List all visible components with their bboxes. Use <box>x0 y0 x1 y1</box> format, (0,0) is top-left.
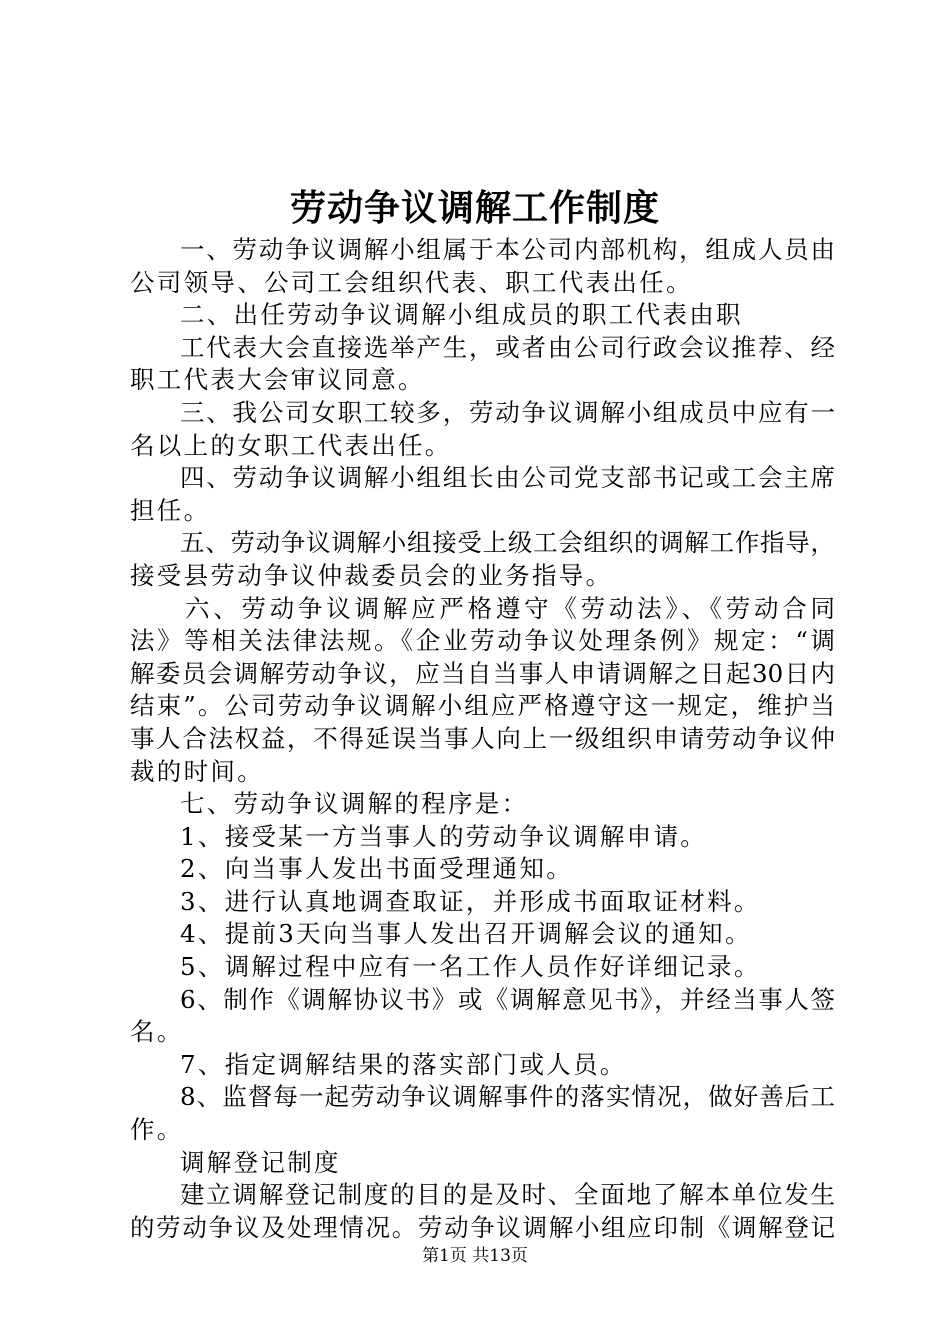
text-line: 五、劳动争议调解小组接受上级工会组织的调解工作指导， <box>180 528 835 558</box>
document-title: 劳动争议调解工作制度 <box>289 188 660 229</box>
text-line: 4、提前3天向当事人发出召开调解会议的通知。 <box>180 919 752 949</box>
text-line: 结束”。公司劳动争议调解小组应严格遵守这一规定，维护当 <box>130 691 835 721</box>
text-line: 四、劳动争议调解小组组长由公司党支部书记或工会主席 <box>180 463 835 493</box>
text-line: 三、我公司女职工较多，劳动争议调解小组成员中应有一 <box>180 397 835 427</box>
text-line: 担任。 <box>130 495 211 525</box>
text-line: 1、接受某一方当事人的劳动争议调解申请。 <box>180 821 708 851</box>
text-line: 8、监督每一起劳动争议调解事件的落实情况，做好善后工 <box>180 1082 835 1112</box>
text-line: 裁的时间。 <box>130 756 264 786</box>
text-line: 六、劳动争议调解应严格遵守《劳动法》、《劳动合同 <box>185 593 835 623</box>
text-line: 建立调解登记制度的目的是及时、全面地了解本单位发生 <box>180 1180 835 1210</box>
text-line: 接受县劳动争议仲裁委员会的业务指导。 <box>130 560 613 590</box>
text-line: 法》等相关法律法规。《企业劳动争议处理条例》规定：“调 <box>130 626 835 656</box>
text-line: 公司领导、公司工会组织代表、职工代表出任。 <box>130 267 693 297</box>
text-line: 事人合法权益，不得延误当事人向上一级组织申请劳动争议仲 <box>130 723 835 753</box>
text-line: 作。 <box>130 1115 184 1145</box>
text-line: 七、劳动争议调解的程序是： <box>180 789 529 819</box>
text-line: 解委员会调解劳动争议，应当自当事人申请调解之日起30日内 <box>130 658 835 688</box>
text-line: 2、向当事人发出书面受理通知。 <box>180 854 574 884</box>
text-line: 7、指定调解结果的落实部门或人员。 <box>180 1049 627 1079</box>
text-line: 3、进行认真地调查取证，并形成书面取证材料。 <box>180 886 761 916</box>
text-line: 工代表大会直接选举产生，或者由公司行政会议推荐、经 <box>180 332 835 362</box>
text-line: 6、制作《调解协议书》或《调解意见书》，并经当事人签 <box>180 984 835 1014</box>
text-line: 的劳动争议及处理情况。劳动争议调解小组应印制《调解登记 <box>130 1212 835 1242</box>
page-footer: 第1页 共13页 <box>422 1246 528 1266</box>
text-line: 5、调解过程中应有一名工作人员作好详细记录。 <box>180 952 761 982</box>
text-line: 名以上的女职工代表出任。 <box>130 430 452 460</box>
text-line: 职工代表大会审议同意。 <box>130 365 425 395</box>
text-line: 二、出任劳动争议调解小组成员的职工代表由职 <box>180 300 743 330</box>
text-line: 名。 <box>130 1017 184 1047</box>
text-line: 调解登记制度 <box>180 1147 341 1177</box>
text-line: 一、劳动争议调解小组属于本公司内部机构，组成人员由 <box>180 235 835 264</box>
document-body <box>130 234 835 1244</box>
